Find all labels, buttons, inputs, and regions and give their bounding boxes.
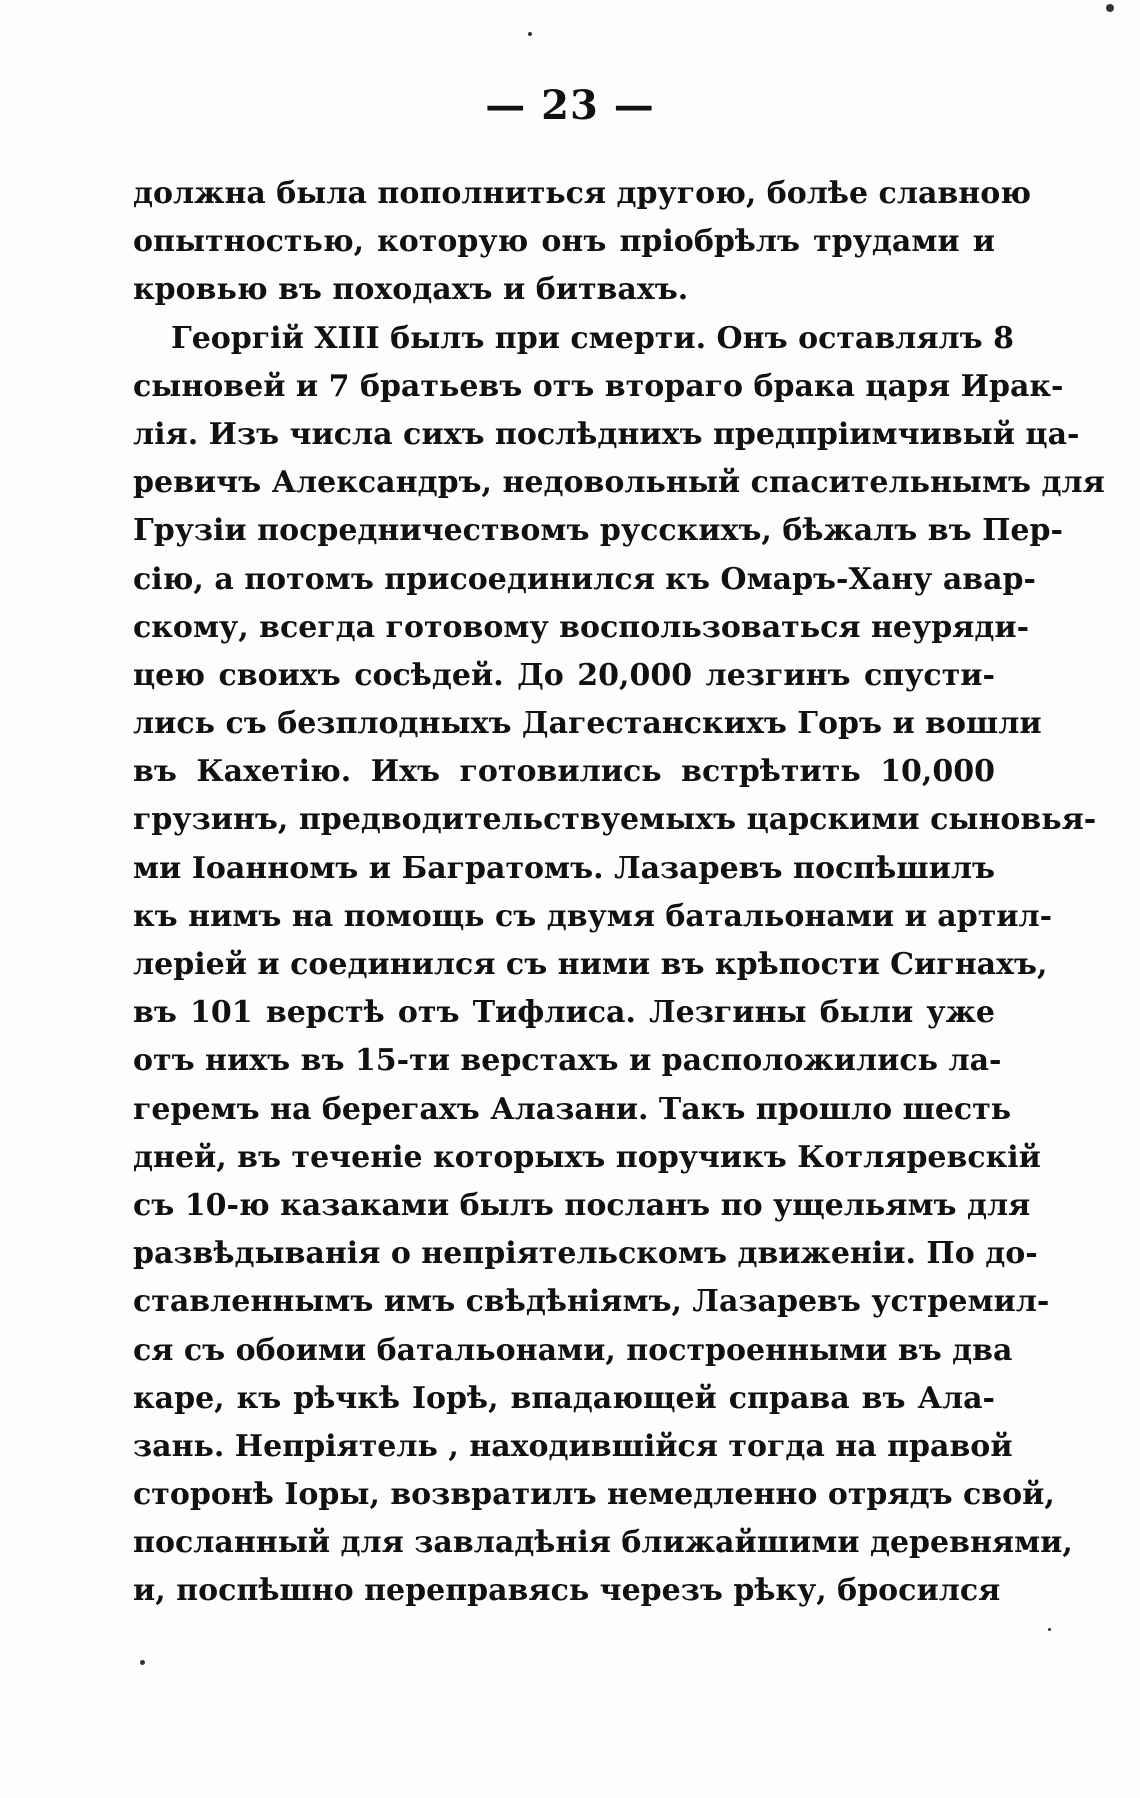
text-line: кровью въ походахъ и битвахъ. <box>133 272 689 308</box>
text-line: ставленнымъ имъ свѣдѣніямъ, Лазаревъ устремил- <box>133 1284 1050 1320</box>
text-line: лись съ безплодныхъ Дагестанскихъ Горъ и вошли <box>133 706 1042 742</box>
text-line: ревичъ Александръ, недовольный спасительнымъ для <box>133 465 1105 501</box>
scan-speck <box>1048 1628 1051 1631</box>
text-line: ми Іоанномъ и Багратомъ. Лазаревъ поспѣшилъ <box>133 850 995 886</box>
text-line: должна была пополниться другою, болѣе славною <box>133 176 1031 211</box>
text-line: сыновей и 7 братьевъ отъ втораго брака царя Ирак- <box>133 368 1064 404</box>
text-line: въ 101 верстѣ отъ Тифлиса. Лезгины были уже <box>133 995 995 1031</box>
text-line: Грузіи посредничествомъ русскихъ, бѣжалъ въ Пер- <box>133 513 1063 549</box>
text-line: геремъ на берегахъ Алазани. Такъ прошло шесть <box>133 1091 1012 1127</box>
text-line: дней, въ теченіе которыхъ поручикъ Котляревскій <box>133 1139 1041 1175</box>
text-line: сію, а потомъ присоединился къ Омаръ-Хану авар- <box>133 561 1036 597</box>
text-line: каре, къ рѣчкѣ Іорѣ, впадающей справа въ Ала- <box>133 1380 995 1416</box>
text-line: и, поспѣшно переправясь черезъ рѣку, бросился <box>133 1573 1001 1609</box>
text-line: къ нимъ на помощь съ двумя батальонами и артил- <box>133 898 1053 934</box>
text-line: грузинъ, предводительствуемыхъ царскими сыновья- <box>133 802 1097 838</box>
body-text <box>133 170 1105 1616</box>
scan-speck <box>528 32 532 36</box>
text-line: съ 10-ю казаками былъ посланъ по ущельямъ для <box>133 1187 1031 1223</box>
text-line: отъ нихъ въ 15-ти верстахъ и расположились ла- <box>133 1043 1002 1079</box>
text-line: цею своихъ сосѣдей. До 20,000 лезгинъ спусти- <box>133 657 995 693</box>
text-line: ся съ обоими батальонами, построенными въ два <box>133 1332 1013 1368</box>
text-line: посланный для завладѣнія ближайшими деревнями, <box>133 1525 1073 1561</box>
text-line: леріей и соединился съ ними въ крѣпости Сигнахъ, <box>133 947 1048 982</box>
text-line: сторонѣ Іоры, возвратилъ немедленно отрядъ свой, <box>133 1477 1055 1513</box>
text-line: лія. Изъ числа сихъ послѣднихъ предпріимчивый ца- <box>133 416 1080 452</box>
text-line: въ Кахетію. Ихъ готовились встрѣтить 10,000 <box>133 754 995 790</box>
text-line: скому, всегда готовому воспользоваться неуряди- <box>133 609 1030 645</box>
scan-speck <box>1106 4 1114 12</box>
text-line: зань. Непріятель , находившійся тогда на правой <box>133 1428 1013 1464</box>
page-number: — 23 — <box>485 82 655 129</box>
text-line: опытностью, которую онъ пріобрѣлъ трудами и <box>133 224 995 260</box>
text-line: развѣдыванія о непріятельскомъ движеніи. По до- <box>133 1236 1038 1272</box>
text-line: Георгій XIII былъ при смерти. Онъ оставлялъ 8 <box>171 320 1015 356</box>
scan-speck <box>140 1660 145 1665</box>
